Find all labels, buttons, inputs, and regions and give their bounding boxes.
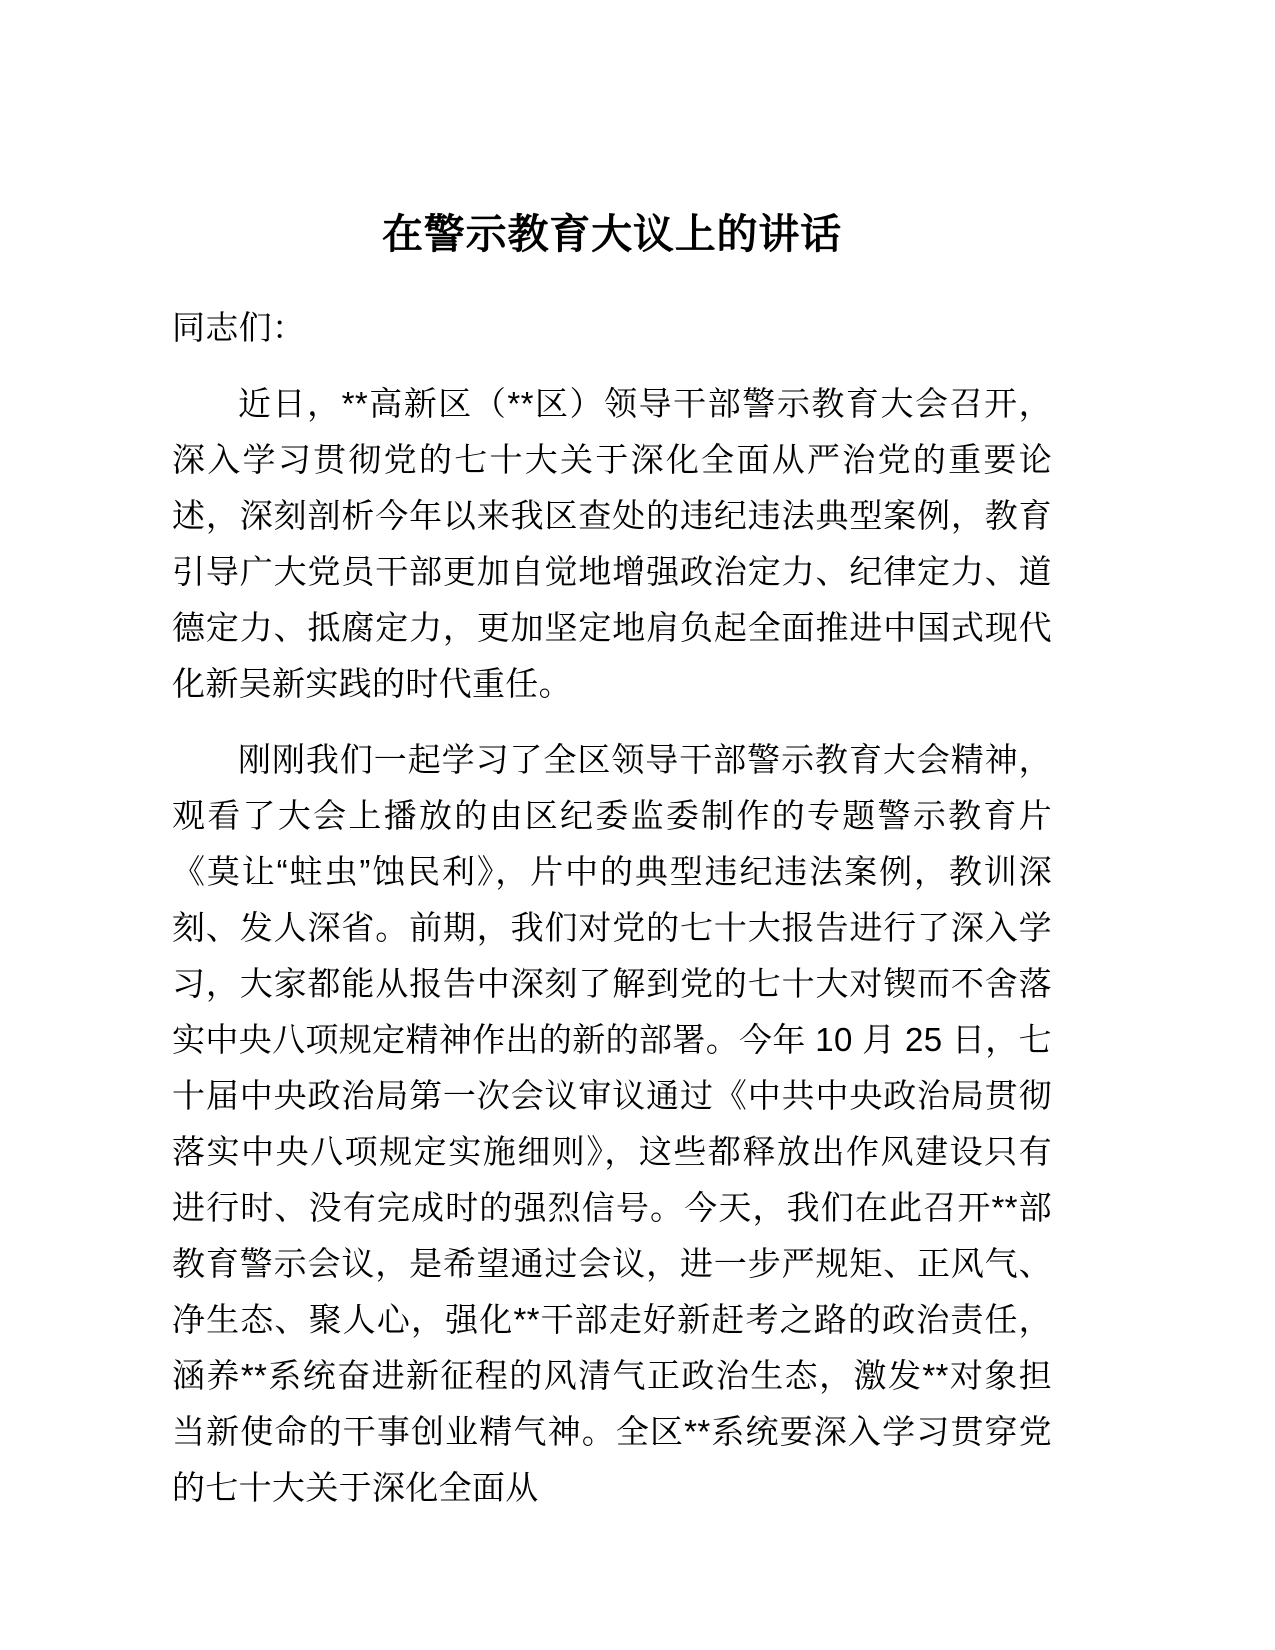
page-title: 在警示教育大议上的讲话 xyxy=(381,211,843,257)
salutation-line: 同志们： xyxy=(172,309,306,346)
body-paragraph-1: 近日，**高新区（**区）领导干部警示教育大会召开，深入学习贯彻党的七十大关于深化全面从严治党的重要论述，深刻剖析今年以来我区查处的违纪违法典型案例，教育引导广大党员干部更加自觉地增强政治定力、纪律定力、道德定力、抵腐定力，更加坚定地肩负起全面推进中国式现代化新吴新实践的时代重任。 xyxy=(172,385,1052,702)
body-paragraph-2: 刚刚我们一起学习了全区领导干部警示教育大会精神，观看了大会上播放的由区纪委监委制作的专题警示教育片《莫让“蛀虫”蚀民利》，片中的典型违纪违法案例，教训深刻、发人深省。前期，我们对党的七十大报告进行了深入学习，大家都能从报告中深刻了解到党的七十大对锲而不舍落实中央八项规定精神作出的新的部署。今年 10 月 25 日，七十届中央政治局第一次会议审议通过《中共中央政治局贯彻落实中央八项规定实施细则》，这些都释放出作风建设只有进行时、没有完成时的强烈信号。今天，我们在此召开**部教育警示会议，是希望通过会议，进一步严规矩、正风气、净生态、聚人心，强化**干部走好新赶考之路的政治责任，涵养**系统奋进新征程的风清气正政治生态，激发**对象担当新使命的干事创业精气神。全区**系统要深入学习贯穿党的七十大关于深化全面从 xyxy=(172,741,1052,1506)
document-text-column xyxy=(172,0,1052,1516)
